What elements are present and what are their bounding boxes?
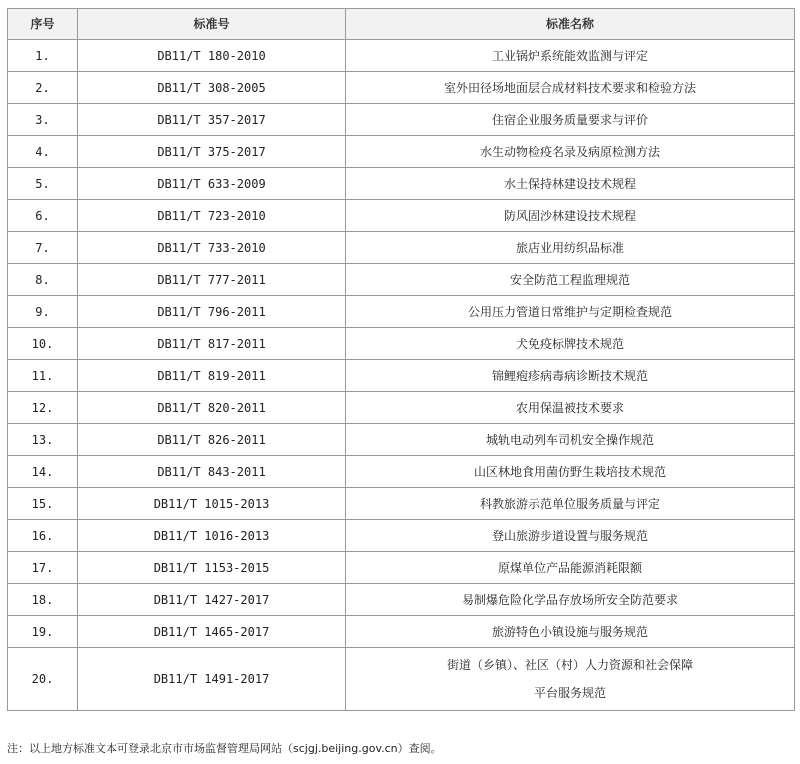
column-header-index: 序号 [8, 9, 78, 40]
standard-name-line: 旅店业用纺织品标准 [515, 240, 624, 255]
row-index: 19. [8, 616, 78, 648]
standard-name-line: 水生动物检疫名录及病原检测方法 [479, 144, 660, 159]
table-row [8, 296, 795, 328]
standard-name [346, 648, 795, 711]
standard-name-line: 登山旅游步道设置与服务规范 [491, 528, 648, 543]
table-row [8, 328, 795, 360]
standard-code: DB11/T 375-2017 [78, 136, 346, 168]
table-row [8, 392, 795, 424]
standard-name [346, 296, 795, 328]
standard-name-line: 室外田径场地面层合成材料技术要求和检验方法 [443, 80, 696, 95]
table-row [8, 456, 795, 488]
table-row [8, 520, 795, 552]
table-row [8, 648, 795, 711]
standard-code: DB11/T 308-2005 [78, 72, 346, 104]
standard-name [346, 584, 795, 616]
row-index: 7. [8, 232, 78, 264]
row-index: 1. [8, 40, 78, 72]
row-index: 12. [8, 392, 78, 424]
row-index: 15. [8, 488, 78, 520]
row-index: 3. [8, 104, 78, 136]
standard-name-line: 锦鲤疱疹病毒病诊断技术规范 [491, 368, 648, 383]
standard-name-line: 防风固沙林建设技术规程 [503, 208, 636, 223]
table-row [8, 136, 795, 168]
standard-name-line: 公用压力管道日常维护与定期检查规范 [467, 304, 672, 319]
table-row [8, 552, 795, 584]
standard-name-line: 山区林地食用菌仿野生栽培技术规范 [473, 464, 666, 479]
standard-name-line: 农用保温被技术要求 [515, 400, 624, 415]
standard-name-line: 安全防范工程监理规范 [509, 272, 630, 287]
standard-name-line: 旅游特色小镇设施与服务规范 [491, 624, 648, 639]
standard-name-line: 住宿企业服务质量要求与评价 [491, 112, 648, 127]
standard-code: DB11/T 777-2011 [78, 264, 346, 296]
standard-name [346, 72, 795, 104]
standard-name [346, 232, 795, 264]
column-header-code: 标准号 [78, 9, 346, 40]
standard-code: DB11/T 1491-2017 [78, 648, 346, 711]
standard-code: DB11/T 817-2011 [78, 328, 346, 360]
standard-name [346, 616, 795, 648]
standard-name [346, 200, 795, 232]
standard-name-line: 水土保持林建设技术规程 [503, 176, 636, 191]
row-index: 10. [8, 328, 78, 360]
standard-code: DB11/T 723-2010 [78, 200, 346, 232]
standard-name-line: 原煤单位产品能源消耗限额 [497, 560, 642, 575]
standard-code: DB11/T 1427-2017 [78, 584, 346, 616]
row-index: 18. [8, 584, 78, 616]
standard-name-line: 犬免疫标牌技术规范 [515, 336, 624, 351]
standard-name [346, 424, 795, 456]
row-index: 2. [8, 72, 78, 104]
standard-name [346, 136, 795, 168]
standard-code: DB11/T 1465-2017 [78, 616, 346, 648]
table-body [8, 40, 795, 711]
standard-code: DB11/T 826-2011 [78, 424, 346, 456]
standard-name-line: 易制爆危险化学品存放场所安全防范要求 [461, 592, 678, 607]
standard-name [346, 104, 795, 136]
table-row [8, 264, 795, 296]
standard-code: DB11/T 819-2011 [78, 360, 346, 392]
row-index: 4. [8, 136, 78, 168]
row-index: 5. [8, 168, 78, 200]
standard-name [346, 520, 795, 552]
row-index: 17. [8, 552, 78, 584]
table-row [8, 616, 795, 648]
standard-code: DB11/T 1015-2013 [78, 488, 346, 520]
standard-code: DB11/T 1016-2013 [78, 520, 346, 552]
table-row [8, 200, 795, 232]
header-row [8, 9, 795, 40]
standard-code: DB11/T 843-2011 [78, 456, 346, 488]
standard-name [346, 264, 795, 296]
row-index: 16. [8, 520, 78, 552]
standard-code: DB11/T 820-2011 [78, 392, 346, 424]
standard-name-line: 工业锅炉系统能效监测与评定 [491, 48, 648, 63]
standard-name [346, 552, 795, 584]
standard-name-line: 街道（乡镇）、社区（村）人力资源和社会保障 [446, 658, 693, 672]
standard-name [346, 392, 795, 424]
table-row [8, 488, 795, 520]
table-row [8, 168, 795, 200]
table-row [8, 104, 795, 136]
table-row [8, 360, 795, 392]
standard-name [346, 360, 795, 392]
standard-name [346, 168, 795, 200]
row-index: 8. [8, 264, 78, 296]
row-index: 14. [8, 456, 78, 488]
standards-table [7, 8, 795, 711]
row-index: 20. [8, 648, 78, 711]
standard-name [346, 488, 795, 520]
row-index: 11. [8, 360, 78, 392]
standard-code: DB11/T 796-2011 [78, 296, 346, 328]
standard-name [346, 328, 795, 360]
table-row [8, 72, 795, 104]
table-row [8, 232, 795, 264]
standard-name-line: 城轨电动列车司机安全操作规范 [485, 432, 654, 447]
standard-name-line: 科教旅游示范单位服务质量与评定 [479, 496, 660, 511]
row-index: 13. [8, 424, 78, 456]
table-row [8, 424, 795, 456]
table-row [8, 584, 795, 616]
standard-name [346, 456, 795, 488]
column-header-name: 标准名称 [346, 9, 795, 40]
footnote: 注：以上地方标准文本可登录北京市市场监督管理局网站（scjgj.beijing.gov.cn）查阅。 [7, 742, 442, 755]
standard-code: DB11/T 357-2017 [78, 104, 346, 136]
standard-code: DB11/T 1153-2015 [78, 552, 346, 584]
standard-code: DB11/T 180-2010 [78, 40, 346, 72]
standard-code: DB11/T 633-2009 [78, 168, 346, 200]
table-row [8, 40, 795, 72]
standard-code: DB11/T 733-2010 [78, 232, 346, 264]
row-index: 6. [8, 200, 78, 232]
standard-name-line: 平台服务规范 [533, 686, 606, 700]
standard-name [346, 40, 795, 72]
row-index: 9. [8, 296, 78, 328]
